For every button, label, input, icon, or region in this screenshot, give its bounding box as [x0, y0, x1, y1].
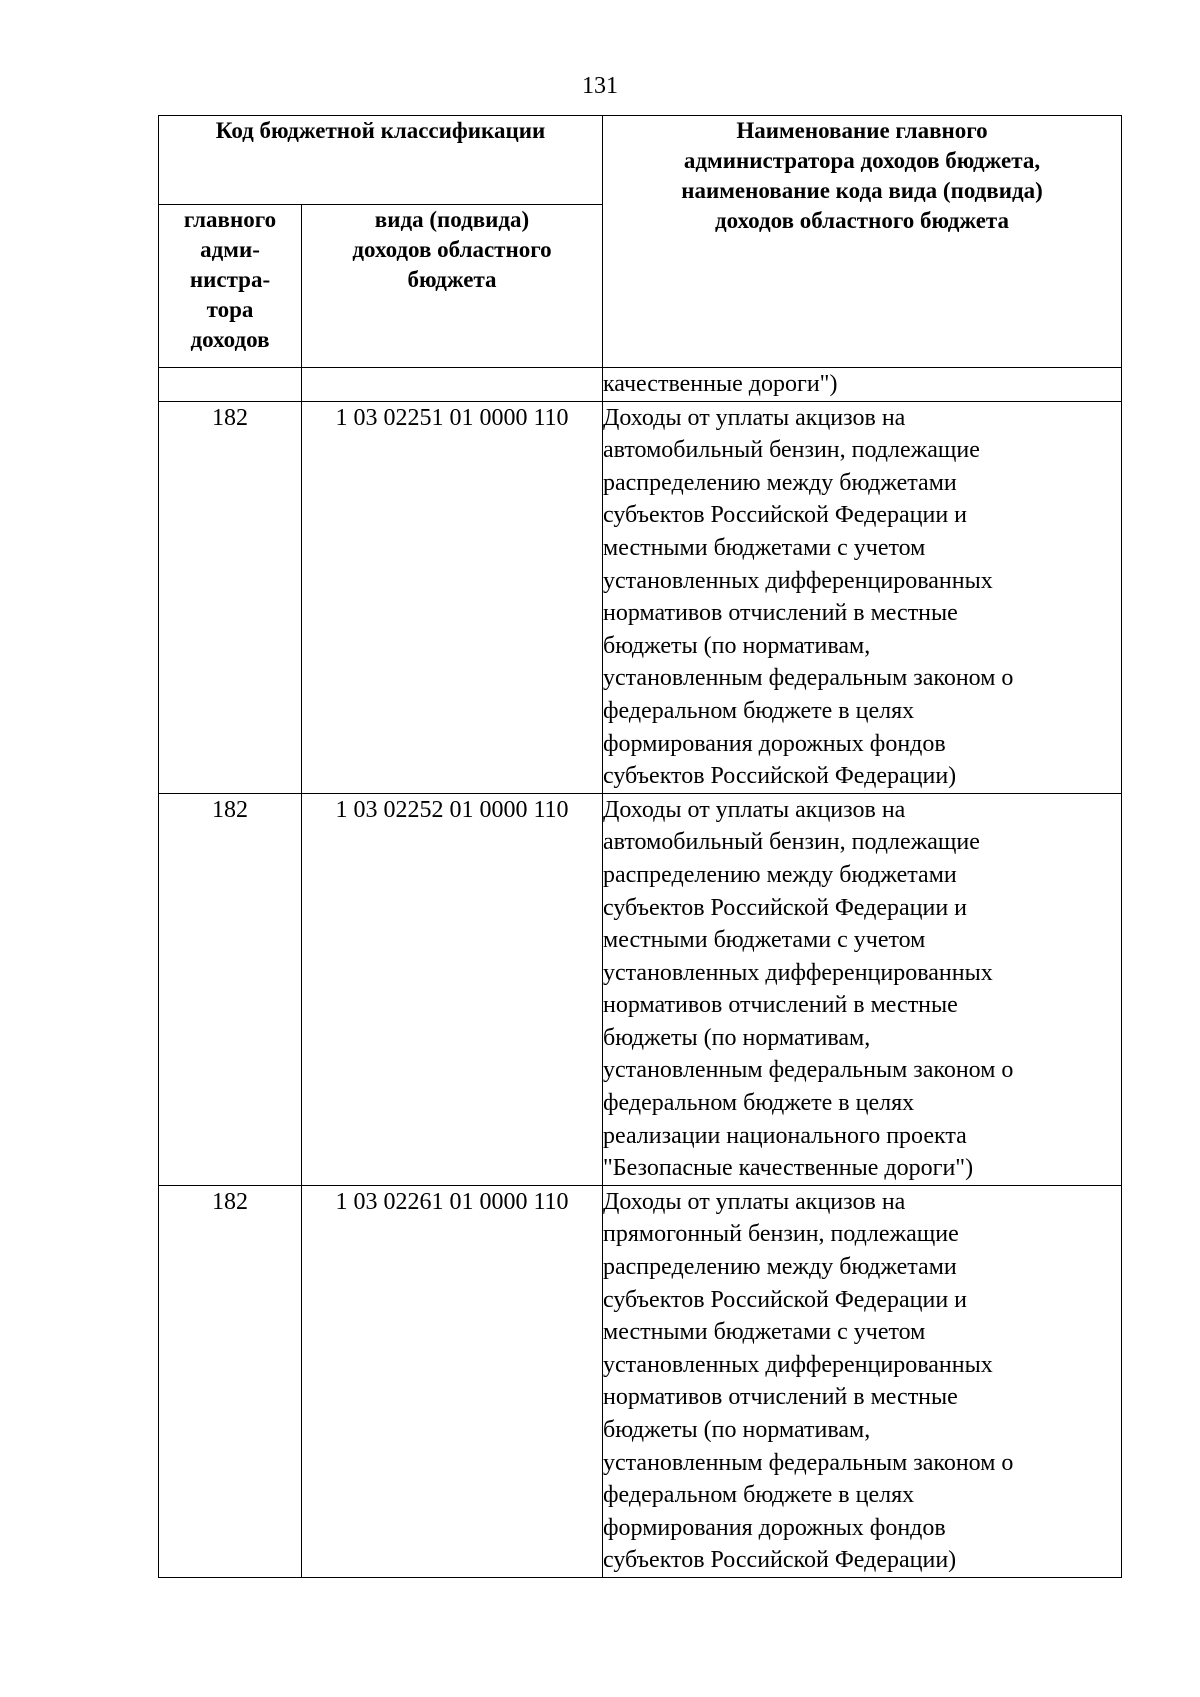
income-code-cell: 1 03 02261 01 0000 110 [302, 1185, 603, 1577]
header-admin-line: нистра- [189, 267, 271, 292]
income-name-cell [603, 1185, 1122, 1577]
income-name-cell [603, 793, 1122, 1185]
header-code-line: бюджета [407, 267, 497, 292]
header-name-line: доходов областного бюджета [714, 208, 1010, 233]
income-name-line: распределению между бюджетами [603, 1254, 957, 1281]
income-name-line: установленных дифференцированных [603, 1351, 993, 1378]
income-name-line: установленным федеральным законом о [603, 1057, 1014, 1084]
income-name-line: установленных дифференцированных [603, 567, 993, 594]
income-name-line: субъектов Российской Федерации) [603, 1547, 957, 1574]
income-name-line: Доходы от уплаты акцизов на [603, 796, 906, 823]
income-code-cell: 1 03 02252 01 0000 110 [302, 793, 603, 1185]
income-name-cell [603, 368, 1122, 402]
header-income-type [302, 205, 603, 368]
header-admin-line: доходов [190, 327, 270, 352]
admin-code-cell: 182 [159, 793, 302, 1185]
income-name-line: субъектов Российской Федерации и [603, 502, 968, 529]
income-name-line: реализации национального проекта [603, 1122, 967, 1149]
income-name-line: нормативов отчислений в местные [603, 1384, 958, 1411]
income-name-line: субъектов Российской Федерации) [603, 763, 957, 790]
table-row [159, 401, 1122, 793]
income-name-line: местными бюджетами с учетом [603, 534, 926, 561]
income-name-line: "Безопасные качественные дороги") [603, 1155, 974, 1182]
header-classification-code: Код бюджетной классификации [159, 116, 603, 205]
admin-code-cell: 182 [159, 1185, 302, 1577]
income-name-cell [603, 401, 1122, 793]
income-code-cell: 1 03 02251 01 0000 110 [302, 401, 603, 793]
income-name-line: федеральном бюджете в целях [603, 1482, 915, 1509]
income-name-line: нормативов отчислений в местные [603, 600, 958, 627]
header-admin-line: главного [183, 207, 277, 232]
income-name-line: местными бюджетами с учетом [603, 1319, 926, 1346]
income-name-line: местными бюджетами с учетом [603, 927, 926, 954]
income-name-line: формирования дорожных фондов [603, 730, 946, 757]
income-name-line: качественные дороги") [603, 371, 838, 397]
header-name-line: Наименование главного [736, 118, 988, 143]
income-name-line: формирования дорожных фондов [603, 1514, 946, 1541]
header-admin-line: адми- [200, 237, 260, 262]
header-admin-line: тора [206, 297, 254, 322]
income-name-line: федеральном бюджете в целях [603, 1090, 915, 1117]
header-name-line: администратора доходов бюджета, [683, 148, 1041, 173]
header-name-line: наименование кода вида (подвида) [681, 178, 1043, 203]
income-name-line: бюджеты (по нормативам, [603, 632, 871, 659]
income-name-line: автомобильный бензин, подлежащие [603, 437, 980, 464]
income-name-line: распределению между бюджетами [603, 861, 957, 888]
income-name-line: субъектов Российской Федерации и [603, 894, 968, 921]
header-admin-name [603, 116, 1122, 368]
income-name-line: Доходы от уплаты акцизов на [603, 404, 906, 431]
income-name-line: субъектов Российской Федерации и [603, 1286, 968, 1313]
income-name-line: установленных дифференцированных [603, 959, 993, 986]
page-number: 131 [582, 73, 618, 99]
income-name-line: бюджеты (по нормативам, [603, 1417, 871, 1443]
income-name-line: Доходы от уплаты акцизов на [603, 1188, 906, 1215]
income-name-line: бюджеты (по нормативам, [603, 1024, 871, 1051]
admin-code-cell: 182 [159, 401, 302, 793]
table-header-row [159, 116, 1122, 205]
income-name-line: прямогонный бензин, подлежащие [603, 1221, 959, 1248]
income-name-line: нормативов отчислений в местные [603, 992, 958, 1019]
income-name-line: федеральном бюджете в целях [603, 697, 915, 724]
table-row-continuation [159, 368, 1122, 402]
income-name-line: автомобильный бензин, подлежащие [603, 829, 980, 856]
header-code-line: доходов областного [352, 237, 552, 262]
income-name-line: установленным федеральным законом о [603, 665, 1014, 692]
budget-classification-table [158, 115, 1122, 1578]
table-row [159, 793, 1122, 1185]
income-code-cell [302, 368, 603, 402]
header-main-administrator [159, 205, 302, 368]
admin-code-cell [159, 368, 302, 402]
table-row [159, 1185, 1122, 1577]
income-name-line: распределению между бюджетами [603, 469, 957, 496]
header-code-line: вида (подвида) [374, 207, 530, 232]
income-name-line: установленным федеральным законом о [603, 1449, 1014, 1476]
